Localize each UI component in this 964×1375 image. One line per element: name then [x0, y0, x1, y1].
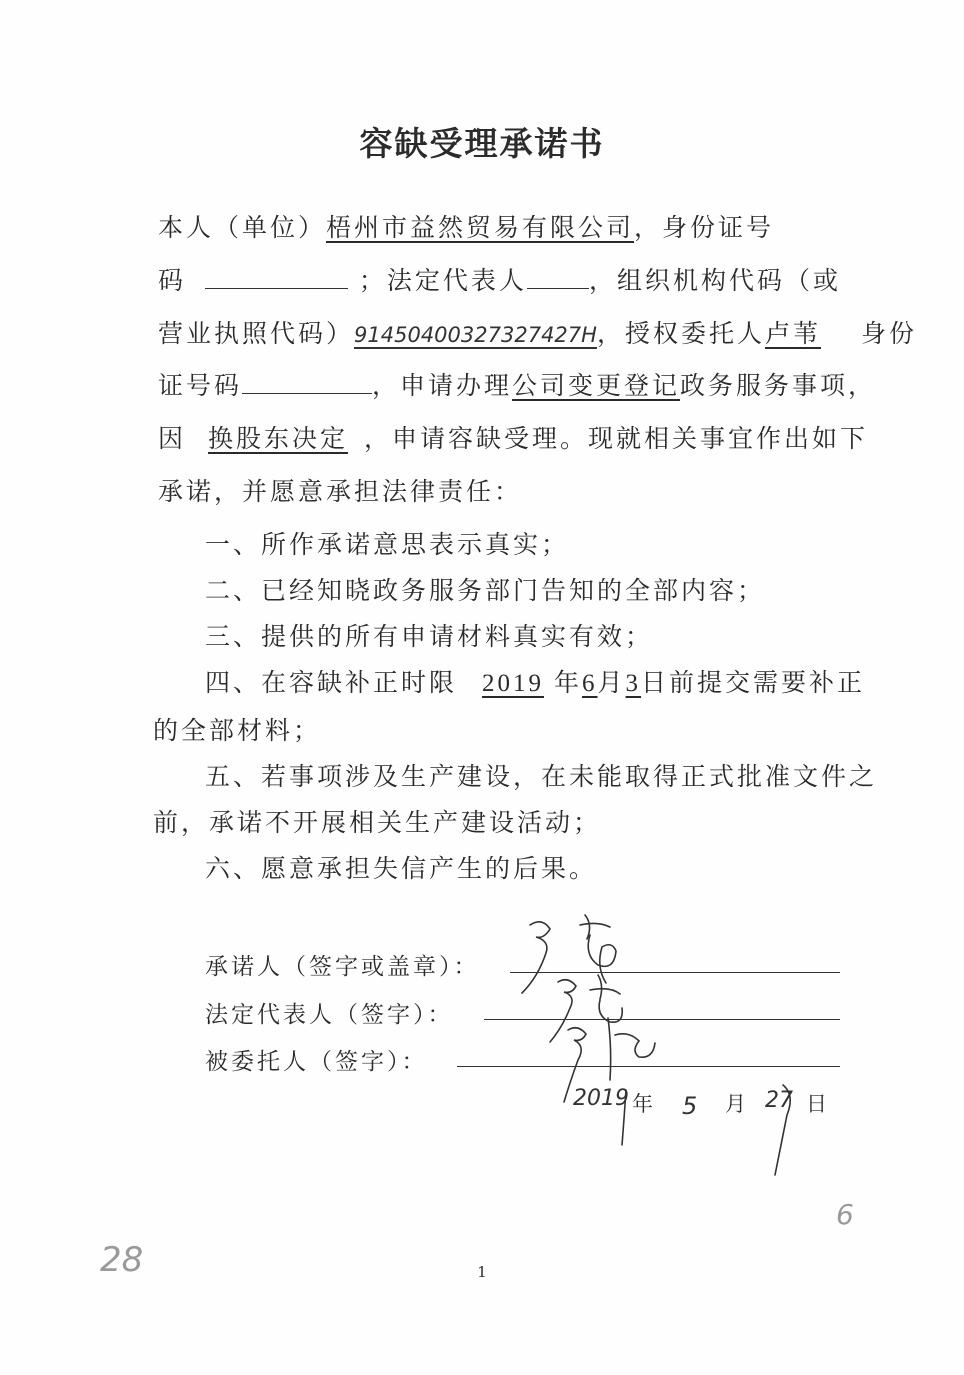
label-deadline: 四、在容缺补正时限	[205, 668, 458, 697]
paragraph-line-6: 承诺，并愿意承担法律责任：	[158, 477, 523, 506]
agent-signature-label: 被委托人（签字）：	[205, 1049, 428, 1075]
commitment-2: 二、已经知晓政务服务部门告知的全部内容；	[205, 576, 766, 605]
company-name-field: 梧州市益然贸易有限公司	[326, 213, 635, 242]
commitment-5-cont: 前，承诺不开展相关生产建设活动；	[153, 808, 602, 837]
sign-date-year-label: 年	[632, 1092, 656, 1116]
label-org-code: ，组织机构代码（或	[588, 266, 841, 295]
label-year: 年	[554, 668, 583, 697]
margin-note-left: 28	[100, 1240, 144, 1280]
label-apply-for: ，申请办理	[372, 371, 513, 400]
label-applicant: 本人（单位）	[158, 213, 327, 242]
sign-date-month: 5	[682, 1092, 698, 1120]
license-code-field: 91450400327327427H	[354, 323, 597, 347]
sign-date-day-label: 日	[806, 1092, 830, 1116]
commitment-1: 一、所作承诺意思表示真实；	[205, 530, 570, 559]
reason-field: 换股东决定	[208, 424, 349, 453]
commitment-5: 五、若事项涉及生产建设，在未能取得正式批准文件之	[205, 762, 878, 791]
label-service-item: 政务服务事项，	[680, 371, 877, 400]
agent-name-field: 卢苇	[764, 319, 821, 348]
label-reason: 因	[158, 424, 187, 453]
promisor-signature-label: 承诺人（签字或盖章）：	[205, 954, 480, 980]
commitment-6: 六、愿意承担失信产生的后果。	[205, 854, 598, 883]
page-number: 1	[477, 1263, 487, 1281]
sign-date-day: 27	[765, 1088, 793, 1113]
label-month: 月	[597, 668, 626, 697]
margin-note-right: 6	[836, 1198, 854, 1231]
legal-rep-signature-label: 法定代表人（签字）：	[205, 1002, 454, 1028]
label-id-number: ，身份证号	[634, 213, 775, 242]
sign-date-year: 2019	[573, 1086, 629, 1111]
label-agent-id: 身份	[860, 319, 917, 348]
document-title: 容缺受理承诺书	[359, 124, 605, 163]
label-apply-acceptance: ，申请容缺受理。现就相关事宜作出如下	[364, 424, 869, 453]
sign-date-month-label: 月	[725, 1092, 749, 1116]
label-submit: 日前提交需要补正	[641, 668, 866, 697]
label-license-code: 营业执照代码）	[158, 319, 355, 348]
commitment-3: 三、提供的所有申请材料真实有效；	[205, 622, 654, 651]
deadline-day: 3	[625, 670, 642, 697]
deadline-month: 6	[582, 670, 598, 697]
label-agent-id-cont: 证号码	[158, 371, 243, 400]
label-legal-rep: ；法定代表人	[358, 266, 527, 295]
deadline-year: 2019	[482, 670, 545, 697]
service-item-field: 公司变更登记	[512, 371, 681, 400]
label-id-number-cont: 码	[158, 266, 187, 295]
commitment-4-cont: 的全部材料；	[153, 716, 322, 745]
label-agent: ，授权委托人	[596, 319, 765, 348]
